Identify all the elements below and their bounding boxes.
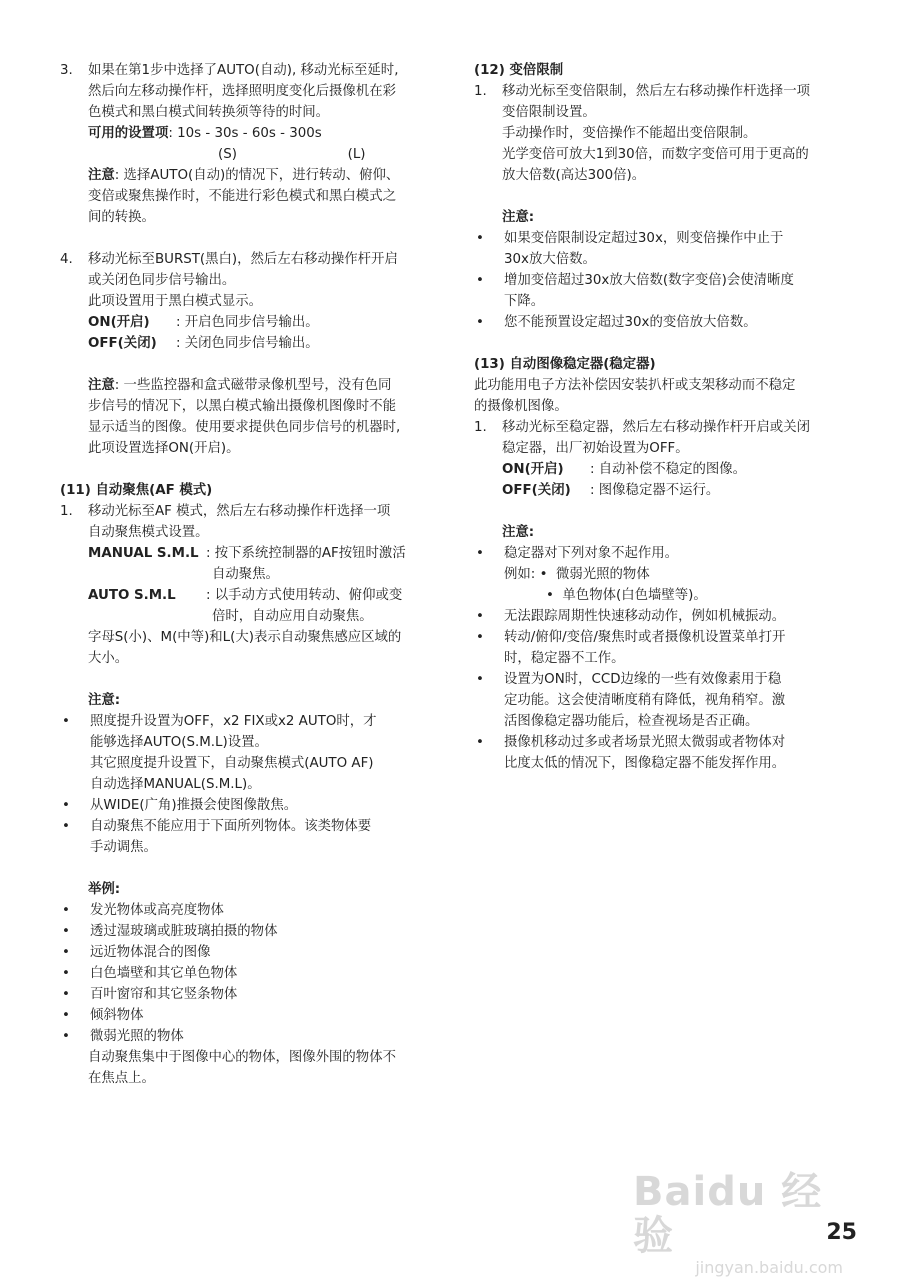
section-11-item bbox=[60, 501, 440, 711]
note-label: 注意 bbox=[88, 168, 115, 183]
note-text: 间的转换。 bbox=[88, 210, 155, 225]
text-line: 手动操作时，变倍操作不能超出变倍限制。 bbox=[502, 126, 757, 141]
section-title: (13) 自动图像稳定器(稳定器) bbox=[474, 357, 656, 372]
text-line: 自动聚焦不能应用于下面所列物体。该类物体要 bbox=[90, 819, 372, 834]
text-line: 增加变倍超过30x放大倍数(数字变倍)会使清晰度 bbox=[504, 273, 794, 288]
text-line: 移动光标至BURST(黑白)，然后左右移动操作杆开启 bbox=[88, 252, 398, 267]
text-line: 然后向左移动操作杆，选择照明度变化后摄像机在彩 bbox=[88, 84, 396, 99]
text-line: 比度太低的情况下，图像稳定器不能发挥作用。 bbox=[504, 756, 786, 771]
bullet-icon: • bbox=[62, 924, 70, 939]
example-item bbox=[60, 900, 440, 921]
example-item bbox=[60, 963, 440, 984]
example-label: 举例: bbox=[88, 882, 121, 897]
bullet-icon: • bbox=[62, 987, 70, 1002]
section-13-item bbox=[474, 417, 852, 543]
off-value: : 图像稳定器不运行。 bbox=[590, 483, 720, 498]
manual-label: MANUAL S.M.L bbox=[88, 546, 199, 561]
text-line: 自动选择MANUAL(S.M.L)。 bbox=[90, 777, 261, 792]
text-line: 活图像稳定器功能后，检查视场是否正确。 bbox=[504, 714, 759, 729]
bullet-icon: • bbox=[476, 735, 484, 750]
left-column bbox=[60, 60, 440, 1089]
list-item bbox=[474, 228, 852, 270]
auto-text: : 以手动方式使用转动、俯仰或变 bbox=[206, 588, 403, 603]
text-line: 移动光标至AF 模式，然后左右移动操作杆选择一项 bbox=[88, 504, 391, 519]
text-line: 能够选择AUTO(S.M.L)设置。 bbox=[90, 735, 268, 750]
manual-text: : 按下系统控制器的AF按钮时激活 bbox=[206, 546, 406, 561]
example-item bbox=[60, 984, 440, 1005]
bullet-icon: • bbox=[539, 567, 548, 582]
section-12-item bbox=[474, 81, 852, 228]
section-title: (11) 自动聚焦(AF 模式) bbox=[60, 483, 213, 498]
note-text: 步信号的情况下，以黑白模式输出摄像机图像时不能 bbox=[88, 399, 396, 414]
example-item bbox=[60, 942, 440, 963]
bullet-icon: • bbox=[62, 945, 70, 960]
note-text: 此项设置选择ON(开启)。 bbox=[88, 441, 240, 456]
bullet-icon: • bbox=[62, 714, 70, 729]
note-text: : 选择AUTO(自动)的情况下，进行转动、俯仰、 bbox=[114, 168, 400, 183]
item-number: 3. bbox=[60, 63, 73, 78]
bullet-icon: • bbox=[62, 798, 70, 813]
section-title: (12) 变倍限制 bbox=[474, 63, 564, 78]
text-line: 此项设置用于黑白模式显示。 bbox=[88, 294, 263, 309]
manual-text: 自动聚焦。 bbox=[212, 567, 279, 582]
example-text: 倾斜物体 bbox=[90, 1008, 144, 1023]
on-value: : 自动补偿不稳定的图像。 bbox=[590, 462, 747, 477]
example-text: 单色物体(白色墙壁等)。 bbox=[562, 588, 707, 603]
example-text: 远近物体混合的图像 bbox=[90, 945, 211, 960]
list-item bbox=[474, 627, 852, 669]
list-item bbox=[474, 543, 852, 606]
text-line: 您不能预置设定超过30x的变倍放大倍数。 bbox=[504, 315, 757, 330]
watermark-url: jingyan.baidu.com bbox=[695, 1258, 843, 1277]
settings-sub: (S) (L) bbox=[218, 147, 366, 162]
note-label: 注意: bbox=[502, 210, 535, 225]
text-line: 光学变倍可放大1到30倍，而数字变倍可用于更高的 bbox=[502, 147, 809, 162]
note-label: 注意 bbox=[88, 378, 115, 393]
note-text: 变倍或聚焦操作时，不能进行彩色模式和黑白模式之 bbox=[88, 189, 396, 204]
bullet-icon: • bbox=[476, 630, 484, 645]
list-item bbox=[474, 732, 852, 774]
item-3 bbox=[60, 60, 440, 228]
on-value: : 开启色同步信号输出。 bbox=[176, 315, 319, 330]
auto-label: AUTO S.M.L bbox=[88, 588, 176, 603]
text-line: 稳定器，出厂初始设置为OFF。 bbox=[502, 441, 689, 456]
item-number: 1. bbox=[474, 420, 487, 435]
text-line: 自动聚焦集中于图像中心的物体，图像外围的物体不 bbox=[88, 1050, 396, 1065]
off-label: OFF(关闭) bbox=[88, 336, 157, 351]
list-item bbox=[60, 711, 440, 795]
text-line: 其它照度提升设置下，自动聚焦模式(AUTO AF) bbox=[90, 756, 374, 771]
bullet-icon: • bbox=[62, 819, 70, 834]
text-line: 在焦点上。 bbox=[88, 1071, 155, 1086]
text-line: 从WIDE(广角)推摄会使图像散焦。 bbox=[90, 798, 298, 813]
text-line: 字母S(小)、M(中等)和L(大)表示自动聚焦感应区域的 bbox=[88, 630, 402, 645]
text-line: 大小。 bbox=[88, 651, 129, 666]
example-text: 白色墙壁和其它单色物体 bbox=[90, 966, 238, 981]
on-label: ON(开启) bbox=[88, 315, 150, 330]
example-text: 透过湿玻璃或脏玻璃拍摄的物体 bbox=[90, 924, 278, 939]
bullet-icon: • bbox=[476, 672, 484, 687]
text-line: 时，稳定器不工作。 bbox=[504, 651, 625, 666]
auto-text: 倍时，自动应用自动聚焦。 bbox=[212, 609, 373, 624]
note-label: 注意: bbox=[502, 525, 535, 540]
bullet-icon: • bbox=[476, 609, 484, 624]
example-label: 例如: bbox=[504, 567, 536, 582]
text-line: 定功能。这会使清晰度稍有降低，视角稍窄。激 bbox=[504, 693, 786, 708]
item-number: 4. bbox=[60, 252, 73, 267]
item-4 bbox=[60, 249, 440, 459]
bullet-icon: • bbox=[476, 273, 484, 288]
text-line: 手动调焦。 bbox=[90, 840, 157, 855]
settings-label: 可用的设置项 bbox=[88, 126, 169, 141]
text-line: 移动光标至变倍限制，然后左右移动操作杆选择一项 bbox=[502, 84, 810, 99]
bullet-icon: • bbox=[476, 315, 484, 330]
item-number: 1. bbox=[474, 84, 487, 99]
text-line: 照度提升设置为OFF，x2 FIX或x2 AUTO时，才 bbox=[90, 714, 377, 729]
text-line: 转动/俯仰/变倍/聚焦时或者摄像机设置菜单打开 bbox=[504, 630, 786, 645]
page-number: 25 bbox=[826, 1220, 857, 1245]
text-line: 的摄像机图像。 bbox=[474, 399, 568, 414]
bullet-icon: • bbox=[476, 231, 484, 246]
list-item bbox=[474, 312, 852, 333]
bullet-icon: • bbox=[476, 546, 484, 561]
text-line: 放大倍数(高达300倍)。 bbox=[502, 168, 646, 183]
settings-value: : 10s - 30s - 60s - 300s bbox=[168, 126, 322, 141]
note-text: 显示适当的图像。使用要求提供色同步信号的机器时, bbox=[88, 420, 401, 435]
note-text: : 一些监控器和盒式磁带录像机型号，没有色同 bbox=[114, 378, 392, 393]
watermark-logo: Baidu 经验 bbox=[633, 1169, 823, 1259]
text-line: 或关闭色同步信号输出。 bbox=[88, 273, 236, 288]
text-line: 变倍限制设置。 bbox=[502, 105, 596, 120]
text-line: 如果在第1步中选择了AUTO(自动), 移动光标至延时, bbox=[88, 63, 399, 78]
example-text: 微弱光照的物体 bbox=[555, 567, 650, 582]
text-line: 如果变倍限制设定超过30x，则变倍操作中止于 bbox=[504, 231, 784, 246]
text-line: 稳定器对下列对象不起作用。 bbox=[504, 546, 679, 561]
bullet-icon: • bbox=[62, 966, 70, 981]
off-label: OFF(关闭) bbox=[502, 483, 571, 498]
bullet-icon: • bbox=[62, 1008, 70, 1023]
text-line: 设置为ON时，CCD边缘的一些有效像素用于稳 bbox=[504, 672, 782, 687]
bullet-icon: • bbox=[62, 903, 70, 918]
text-line: 移动光标至稳定器，然后左右移动操作杆开启或关闭 bbox=[502, 420, 810, 435]
text-line: 无法跟踪周期性快速移动动作，例如机械振动。 bbox=[504, 609, 786, 624]
on-label: ON(开启) bbox=[502, 462, 564, 477]
list-item bbox=[474, 669, 852, 732]
text-line: 自动聚焦模式设置。 bbox=[88, 525, 209, 540]
text-line: 下降。 bbox=[504, 294, 545, 309]
off-value: : 关闭色同步信号输出。 bbox=[176, 336, 319, 351]
example-text: 微弱光照的物体 bbox=[90, 1029, 184, 1044]
example-text: 发光物体或高亮度物体 bbox=[90, 903, 224, 918]
example-item bbox=[60, 1005, 440, 1026]
text-line: 30x放大倍数。 bbox=[504, 252, 596, 267]
list-item bbox=[474, 606, 852, 627]
example-item bbox=[60, 1026, 440, 1047]
bullet-icon: • bbox=[62, 1029, 70, 1044]
right-column bbox=[474, 60, 852, 774]
item-number: 1. bbox=[60, 504, 73, 519]
list-item bbox=[474, 270, 852, 312]
example-text: 百叶窗帘和其它竖条物体 bbox=[90, 987, 238, 1002]
note-label: 注意: bbox=[88, 693, 121, 708]
text-line: 色模式和黑白模式间转换须等待的时间。 bbox=[88, 105, 330, 120]
list-item bbox=[60, 816, 440, 858]
text-line: 摄像机移动过多或者场景光照太微弱或者物体对 bbox=[504, 735, 786, 750]
list-item bbox=[60, 795, 440, 816]
bullet-icon: • bbox=[546, 588, 554, 603]
example-item bbox=[60, 921, 440, 942]
text-line: 此功能用电子方法补偿因安装扒杆或支架移动而不稳定 bbox=[474, 378, 796, 393]
